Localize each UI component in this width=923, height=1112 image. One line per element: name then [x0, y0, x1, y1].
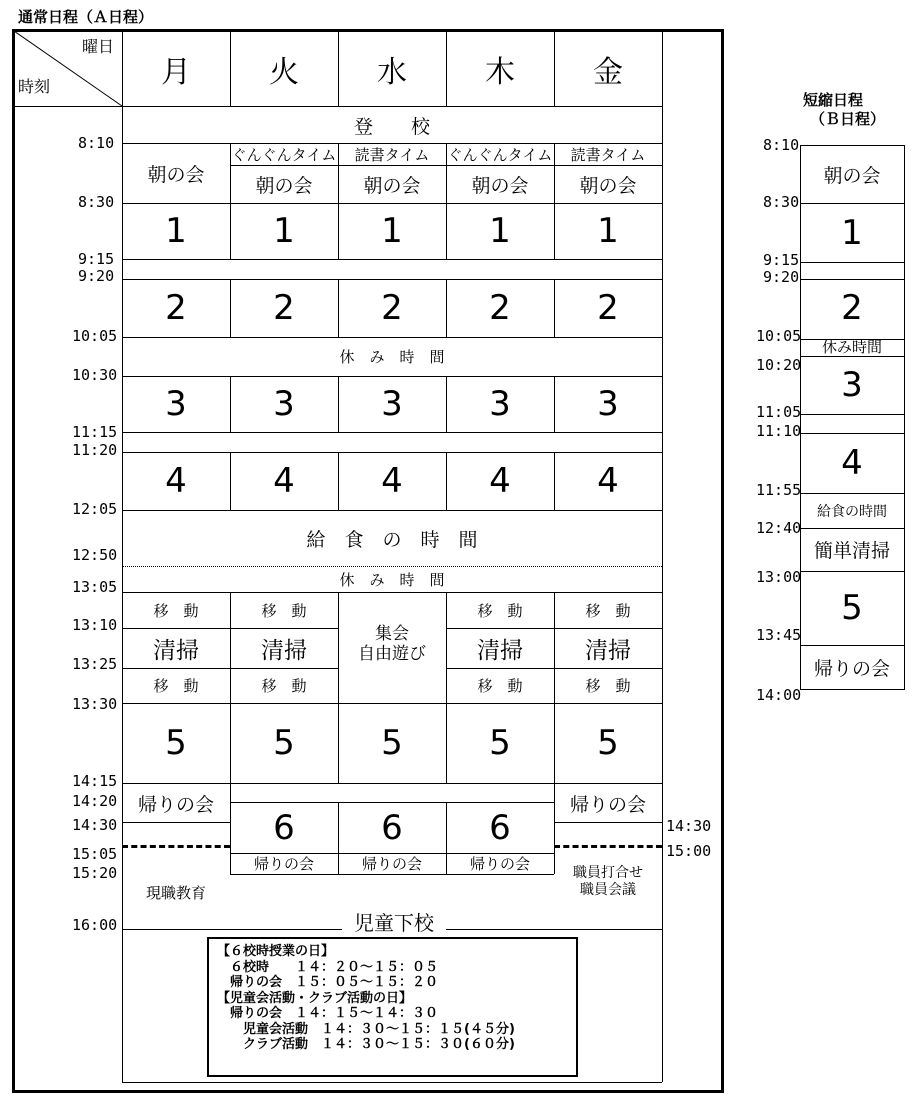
time-label-right: 15:00 [666, 842, 712, 860]
time-label: 15:20 [72, 864, 118, 882]
fri-cleaning: 清掃 [585, 637, 631, 664]
time-label: 11:20 [72, 441, 118, 459]
time-label: 12:50 [72, 546, 118, 564]
fri-move-1: 移 動 [585, 601, 631, 620]
fri-morning-meeting: 朝の会 [579, 174, 637, 197]
b-time-label: 10:05 [756, 327, 802, 345]
mon-homeroom-end: 帰りの会 [137, 793, 214, 816]
time-label: 15:05 [72, 845, 118, 863]
thu-move-2: 移 動 [477, 677, 523, 695]
header-day-label: 曜日 [82, 37, 115, 56]
fri-period-2: 2 [597, 288, 619, 328]
day-fri: 金 [593, 55, 623, 90]
notes-box [207, 937, 578, 1077]
mon-period-1: 1 [165, 211, 187, 251]
attend-row: 登 校 [353, 115, 430, 138]
day-mon: 月 [161, 55, 191, 90]
time-label-right: 14:30 [666, 817, 712, 835]
fri-period-1: 1 [597, 211, 619, 251]
notes-line: クラブ活動 １４：３０～１５：３０(６０分) [217, 1037, 515, 1052]
time-label: 8:10 [78, 134, 115, 152]
day-tue: 火 [269, 55, 299, 90]
b-time-label: 9:20 [763, 268, 800, 286]
mon-move-1: 移 動 [153, 601, 199, 620]
wed-period-2: 2 [381, 288, 403, 328]
time-label: 16:00 [72, 916, 118, 934]
wed-period-5: 5 [381, 723, 403, 763]
day-thu: 木 [485, 55, 515, 90]
mon-period-3: 3 [165, 384, 187, 424]
row-line-1430-fri [554, 822, 662, 823]
break-row-2: 休 み 時 間 [339, 570, 445, 589]
notes-line: 【児童会活動・クラブ活動の日】 [217, 990, 413, 1006]
mon-period-2: 2 [165, 288, 187, 328]
thu-period-3: 3 [489, 384, 511, 424]
row-line-915 [122, 259, 662, 260]
tue-period-2: 2 [273, 288, 295, 328]
time-label: 8:30 [78, 193, 115, 211]
header-time-label: 時刻 [18, 77, 51, 96]
b-lunch: 給食の時間 [817, 503, 887, 520]
grid-right-edge [662, 32, 663, 1082]
notes-line: 児童会活動 １４：３０～１５：１５(４５分) [217, 1021, 515, 1037]
b-time-label: 10:20 [756, 356, 802, 374]
b-time-label: 12:40 [756, 519, 802, 537]
row-line-1520 [230, 874, 554, 875]
mon-period-5: 5 [165, 723, 187, 763]
row-line-1600-right [446, 929, 662, 930]
b-period-3: 3 [841, 365, 863, 405]
wed-reading-time: 読書タイム [354, 145, 430, 164]
lunch-row: 給 食 の 時 間 [306, 528, 478, 551]
time-label: 14:15 [72, 772, 118, 790]
b-line [800, 689, 905, 690]
b-right-edge [904, 145, 905, 690]
row-line-1115 [122, 432, 662, 433]
notes-line: 【６校時授業の日】 [217, 944, 335, 959]
fri-move-2: 移 動 [585, 677, 631, 695]
tue-homeroom-end: 帰りの会 [253, 855, 314, 873]
thu-cleaning: 清掃 [477, 637, 523, 664]
dash-line-fri [554, 845, 662, 848]
b-time-label: 14:00 [756, 686, 802, 704]
time-label: 9:20 [78, 267, 115, 285]
notes-line: 帰りの会 １４：１５～１４：３０ [217, 1006, 439, 1021]
tue-period-4: 4 [273, 461, 295, 501]
staff-meeting: 職員打合せ 職員会議 [573, 865, 643, 898]
b-line [800, 262, 905, 263]
fri-period-5: 5 [597, 723, 619, 763]
fri-period-4: 4 [597, 461, 619, 501]
b-break: 休み時間 [821, 338, 882, 356]
tue-cleaning: 清掃 [261, 637, 307, 664]
day-wed: 水 [377, 55, 407, 90]
wed-period-1: 1 [381, 211, 403, 251]
b-homeroom-end: 帰りの会 [813, 657, 890, 680]
b-time-label: 11:55 [756, 481, 802, 499]
time-label: 11:15 [72, 423, 118, 441]
b-schedule-title: 短縮日程 [803, 91, 864, 109]
time-label: 13:05 [72, 578, 118, 596]
row-line-1430-mon [122, 822, 230, 823]
thu-period-5: 5 [489, 723, 511, 763]
time-label: 14:30 [72, 816, 118, 834]
thu-period-1: 1 [489, 211, 511, 251]
dismissal: 児童下校 [354, 910, 434, 935]
tue-period-3: 3 [273, 384, 295, 424]
time-label: 12:05 [72, 500, 118, 518]
row-line-1600-left [122, 929, 342, 930]
fri-homeroom-end: 帰りの会 [569, 793, 646, 816]
time-label: 9:15 [78, 250, 115, 268]
break-row-1: 休 み 時 間 [339, 348, 445, 366]
dash-line-mon [122, 845, 230, 848]
time-label: 10:05 [72, 327, 118, 345]
thu-move-1: 移 動 [477, 601, 523, 620]
b-time-label: 8:10 [763, 136, 800, 154]
b-period-2: 2 [841, 288, 863, 328]
notes-line: 帰りの会 １５：０５～１５：２０ [217, 975, 439, 990]
training: 現職教育 [145, 883, 206, 902]
b-schedule-subtitle: （Ｂ日程） [810, 110, 886, 128]
mon-cleaning: 清掃 [153, 637, 199, 664]
tue-period-6: 6 [273, 807, 295, 848]
b-time-label: 13:45 [756, 626, 802, 644]
b-line [800, 414, 905, 415]
wed-period-3: 3 [381, 384, 403, 424]
fri-period-3: 3 [597, 384, 619, 424]
b-time-label: 13:00 [756, 568, 802, 586]
time-label: 13:30 [72, 695, 118, 713]
tue-gungun-time: ぐんぐんタイム [231, 145, 337, 164]
thu-morning-meeting: 朝の会 [471, 174, 529, 197]
b-time-label: 9:15 [763, 251, 800, 269]
fri-reading-time: 読書タイム [570, 145, 646, 164]
grid-bottom-line [122, 1082, 662, 1083]
a-schedule-title: 通常日程（Ａ日程） [18, 8, 154, 26]
b-period-1: 1 [841, 212, 863, 253]
tue-morning-meeting: 朝の会 [255, 174, 313, 197]
tue-period-5: 5 [273, 723, 295, 763]
thu-gungun-time: ぐんぐんタイム [447, 145, 553, 164]
time-label: 13:25 [72, 655, 118, 673]
wed-homeroom-end: 帰りの会 [361, 855, 422, 873]
b-time-label: 8:30 [763, 193, 800, 211]
b-time-label: 11:05 [756, 403, 802, 421]
tue-period-1: 1 [273, 211, 295, 251]
b-cleaning: 簡単清掃 [813, 540, 890, 562]
notes-line: ６校時 １４：２０～１５：０５ [217, 959, 439, 975]
wed-morning-meeting: 朝の会 [363, 174, 421, 197]
wed-assembly: 集会 自由遊び [358, 624, 426, 664]
time-label: 10:30 [72, 366, 118, 384]
tue-move-2: 移 動 [261, 677, 307, 695]
time-label: 14:20 [72, 792, 118, 810]
wed-period-6: 6 [381, 807, 403, 848]
thu-period-4: 4 [489, 461, 511, 501]
b-morning-meeting: 朝の会 [823, 164, 881, 187]
thu-homeroom-end: 帰りの会 [469, 855, 530, 873]
mon-morning-meeting: 朝の会 [147, 163, 205, 186]
time-label: 13:10 [72, 616, 118, 634]
mon-move-2: 移 動 [153, 677, 199, 695]
wed-period-4: 4 [381, 461, 403, 501]
mon-period-4: 4 [165, 461, 187, 501]
thu-period-6: 6 [489, 807, 511, 848]
b-period-5: 5 [841, 588, 863, 628]
tue-move-1: 移 動 [261, 601, 307, 620]
thu-period-2: 2 [489, 288, 511, 328]
b-time-label: 11:10 [756, 422, 802, 440]
b-period-4: 4 [841, 443, 863, 483]
